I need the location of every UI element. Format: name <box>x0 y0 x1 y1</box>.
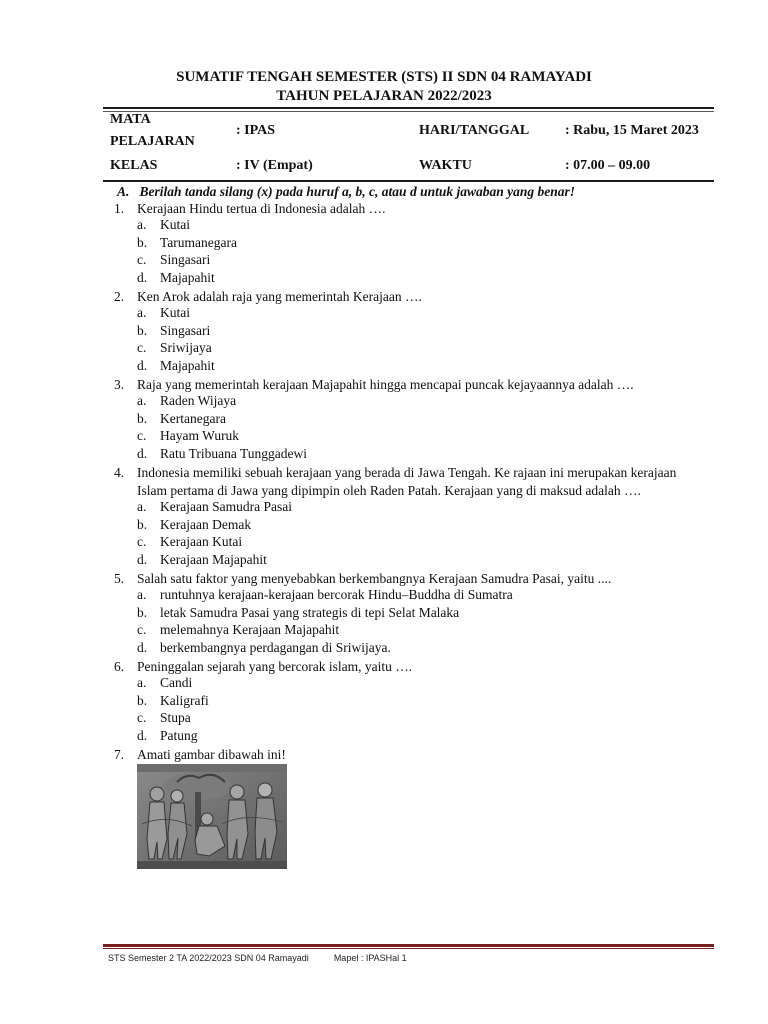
question-text: Ken Arok adalah raja yang memerintah Kerajaan …. <box>137 289 422 304</box>
question-text-line-2: Islam pertama di Jawa yang dipimpin oleh Raden Patah. Kerajaan yang di maksud adalah …. <box>137 482 641 498</box>
question-number: 1. <box>114 201 125 216</box>
option-2a: a. Kutai <box>137 305 190 320</box>
question-1 <box>114 200 714 218</box>
footer-rule <box>103 944 714 950</box>
option-2d: d. Majapahit <box>137 358 215 373</box>
question-3 <box>114 376 714 394</box>
option-5c: c. melemahnya Kerajaan Majapahit <box>137 622 340 637</box>
header-rule-top-thin <box>103 111 714 112</box>
option-6d: d. Patung <box>137 728 198 743</box>
subject-value: : IPAS <box>236 123 276 138</box>
question-text: Amati gambar dibawah ini! <box>137 747 286 762</box>
subject-label-2: PELAJARAN <box>110 134 195 149</box>
subject-label-1: MATA <box>110 112 151 127</box>
option-1b: b. Tarumanegara <box>137 235 238 250</box>
page-title: SUMATIF TENGAH SEMESTER (STS) II SDN 04 RAMAYADI <box>176 69 592 85</box>
day-value: : Rabu, 15 Maret 2023 <box>565 123 699 138</box>
question-text: Raja yang memerintah kerajaan Majapahit hingga mencapai puncak kejayaannya adalah …. <box>137 377 634 392</box>
option-5a: a. runtuhnya kerajaan-kerajaan bercorak Hindu–Buddha di Sumatra <box>137 587 513 602</box>
day-label: HARI/TANGGAL <box>419 123 530 138</box>
header-rule-top <box>103 107 714 109</box>
option-4c: c. Kerajaan Kutai <box>137 534 243 549</box>
class-value: : IV (Empat) <box>236 158 313 173</box>
question-text-line-1: Indonesia memiliki sebuah kerajaan yang berada di Jawa Tengah. Ke rajaan ini merupakan kerajaan <box>137 465 677 480</box>
question-number: 3. <box>114 377 125 392</box>
option-1a: a. Kutai <box>137 217 190 232</box>
question-6 <box>114 658 714 676</box>
section-instruction <box>117 184 575 200</box>
option-4b: b. Kerajaan Demak <box>137 517 252 532</box>
option-3d: d. Ratu Tribuana Tunggadewi <box>137 446 308 461</box>
option-1d: d. Majapahit <box>137 270 215 285</box>
section-instruction-text: Berilah tanda silang (x) pada huruf a, b, c, atau d untuk jawaban yang benar! <box>139 184 575 199</box>
option-1c: c. Singasari <box>137 252 211 267</box>
option-3a: a. Raden Wijaya <box>137 393 237 408</box>
option-4a: a. Kerajaan Samudra Pasai <box>137 499 292 514</box>
footer-right: Mapel : IPASHal 1 <box>333 953 407 963</box>
footer <box>108 953 407 963</box>
question-number: 5. <box>114 571 125 586</box>
question-text: Kerajaan Hindu tertua di Indonesia adalah …. <box>137 201 386 216</box>
option-6b: b. Kaligrafi <box>137 693 209 708</box>
question-text: Peninggalan sejarah yang bercorak islam, yaitu …. <box>137 659 413 674</box>
section-letter: A. <box>117 184 130 199</box>
question-number: 2. <box>114 289 125 304</box>
option-2b: b. Singasari <box>137 323 211 338</box>
question-5 <box>114 570 714 588</box>
time-label: WAKTU <box>419 158 472 173</box>
question-2 <box>114 288 714 306</box>
option-2c: c. Sriwijaya <box>137 340 212 355</box>
page-subtitle: TAHUN PELAJARAN 2022/2023 <box>276 88 492 104</box>
option-3c: c. Hayam Wuruk <box>137 428 240 443</box>
footer-left: STS Semester 2 TA 2022/2023 SDN 04 Ramayadi <box>108 953 309 963</box>
class-label: KELAS <box>110 158 158 173</box>
question-4 <box>114 464 714 499</box>
question-number: 6. <box>114 659 125 674</box>
option-5d: d. berkembangnya perdagangan di Sriwijaya. <box>137 640 391 655</box>
question-number: 4. <box>114 465 125 480</box>
option-6c: c. Stupa <box>137 710 191 725</box>
question-text: Salah satu faktor yang menyebabkan berkembangnya Kerajaan Samudra Pasai, yaitu .... <box>137 571 612 586</box>
question-7 <box>114 746 714 764</box>
option-6a: a. Candi <box>137 675 193 690</box>
temple-relief-image <box>137 764 287 869</box>
option-3b: b. Kertanegara <box>137 411 226 426</box>
header-rule-bottom <box>103 180 714 182</box>
option-4d: d. Kerajaan Majapahit <box>137 552 267 567</box>
option-5b: b. letak Samudra Pasai yang strategis di tepi Selat Malaka <box>137 605 460 620</box>
time-value: : 07.00 – 09.00 <box>565 158 651 173</box>
question-number: 7. <box>114 747 125 762</box>
